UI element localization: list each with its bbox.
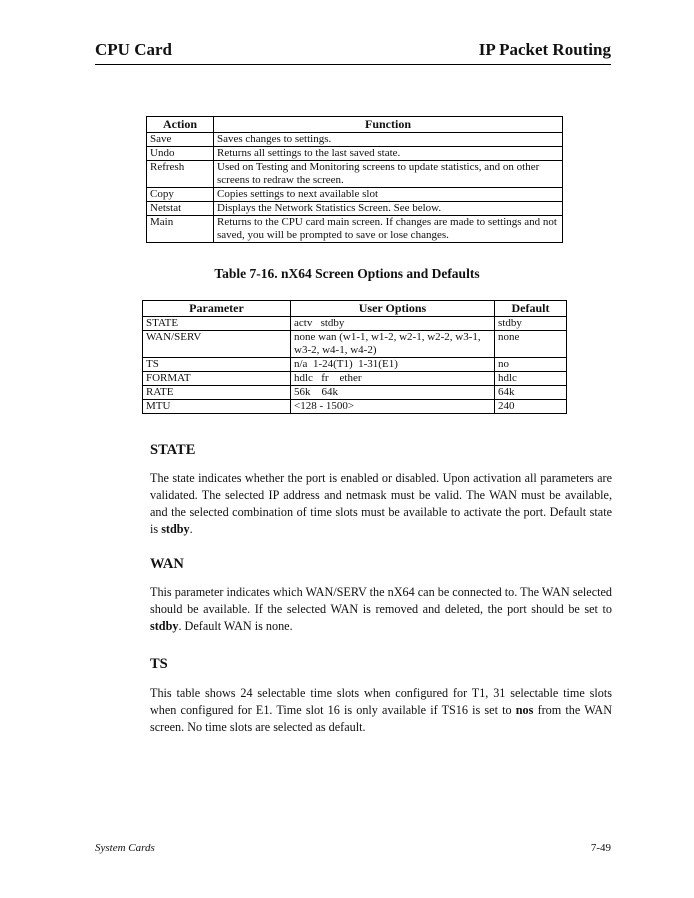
paragraph-tail: from the WAN screen. No time slots are selected as default. — [150, 703, 612, 734]
parameter-cell: RATE — [143, 386, 291, 400]
paragraph-bold-term: stdby — [150, 619, 179, 633]
paragraph-text: This parameter indicates which WAN/SERV the nX64 can be connected to. The WAN selected should be available. If the selected WAN is removed and deleted, the port should be set to — [150, 585, 612, 616]
table-row — [143, 317, 567, 331]
options-cell: n/a 1-24(T1) 1-31(E1) — [291, 358, 495, 372]
action-cell: Save — [147, 133, 214, 147]
column-header: User Options — [291, 301, 495, 317]
section-heading-wan: WAN — [150, 556, 184, 572]
section-heading-ts: TS — [150, 656, 168, 672]
table-row — [147, 133, 563, 147]
default-cell: stdby — [495, 317, 567, 331]
table-row — [147, 147, 563, 161]
nx64-options-table — [142, 300, 567, 414]
action-cell: Netstat — [147, 202, 214, 216]
options-cell: <128 - 1500> — [291, 400, 495, 414]
parameter-cell: MTU — [143, 400, 291, 414]
function-cell: Returns to the CPU card main screen. If changes are made to settings and not saved, you will be prompted to save or lose changes. — [214, 216, 563, 243]
paragraph-text: This table shows 24 selectable time slots when configured for T1, 31 selectable time slots when configured for E1. Time slot 16 is only available if TS16 is set to — [150, 686, 612, 717]
table-row — [143, 400, 567, 414]
column-header: Action — [147, 117, 214, 133]
table-header-row — [143, 301, 567, 317]
function-cell: Returns all settings to the last saved state. — [214, 147, 563, 161]
table-caption: Table 7-16. nX64 Screen Options and Defaults — [214, 266, 480, 281]
default-cell: hdlc — [495, 372, 567, 386]
parameter-cell: TS — [143, 358, 291, 372]
table-header-row — [147, 117, 563, 133]
section-paragraph-ts — [150, 685, 612, 736]
function-cell: Displays the Network Statistics Screen. See below. — [214, 202, 563, 216]
table-row — [143, 386, 567, 400]
section-paragraph-wan — [150, 584, 612, 635]
footer-section-name: System Cards — [95, 842, 155, 854]
paragraph-bold-term: stdby — [161, 522, 190, 536]
section-paragraph-state — [150, 470, 612, 538]
header-title-right: IP Packet Routing — [478, 40, 611, 59]
header-title-left: CPU Card — [95, 40, 172, 59]
options-cell: 56k 64k — [291, 386, 495, 400]
paragraph-tail: . Default WAN is none. — [178, 619, 293, 633]
table-row — [143, 372, 567, 386]
action-cell: Undo — [147, 147, 214, 161]
table-row — [147, 216, 563, 243]
table-row — [147, 188, 563, 202]
function-cell: Used on Testing and Monitoring screens to update statistics, and on other screens to redraw the screen. — [214, 161, 563, 188]
table-row — [143, 358, 567, 372]
actions-table — [146, 116, 563, 243]
column-header: Function — [214, 117, 563, 133]
table-row — [147, 202, 563, 216]
default-cell: 64k — [495, 386, 567, 400]
action-cell: Main — [147, 216, 214, 243]
function-cell: Copies settings to next available slot — [214, 188, 563, 202]
page-header — [95, 40, 611, 65]
default-cell: 240 — [495, 400, 567, 414]
paragraph-tail: . — [189, 522, 193, 536]
footer-page-number: 7-49 — [590, 842, 611, 854]
column-header: Parameter — [143, 301, 291, 317]
paragraph-bold-term: nos — [515, 703, 534, 717]
parameter-cell: STATE — [143, 317, 291, 331]
options-cell: none wan (w1-1, w1-2, w2-1, w2-2, w3-1, w3-2, w4-1, w4-2) — [291, 331, 495, 358]
table-row — [143, 331, 567, 358]
action-cell: Copy — [147, 188, 214, 202]
table-row — [147, 161, 563, 188]
paragraph-text: The state indicates whether the port is enabled or disabled. Upon activation all parameters are validated. The selected IP address and netmask must be valid. The WAN must be available, and the selected combination of time slots must be available to activate the port. Default state is — [150, 471, 612, 536]
parameter-cell: WAN/SERV — [143, 331, 291, 358]
action-cell: Refresh — [147, 161, 214, 188]
function-cell: Saves changes to settings. — [214, 133, 563, 147]
default-cell: no — [495, 358, 567, 372]
default-cell: none — [495, 331, 567, 358]
section-heading-state: STATE — [150, 442, 196, 458]
parameter-cell: FORMAT — [143, 372, 291, 386]
options-cell: actv stdby — [291, 317, 495, 331]
column-header: Default — [495, 301, 567, 317]
options-cell: hdlc fr ether — [291, 372, 495, 386]
